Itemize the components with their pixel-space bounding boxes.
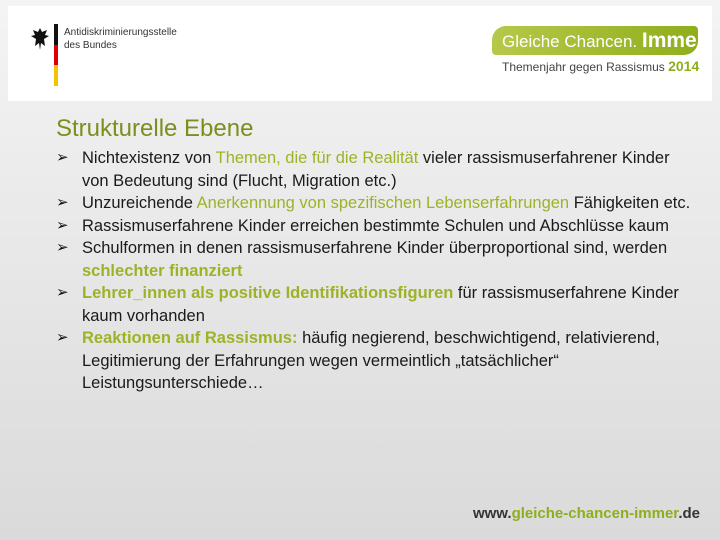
url-prefix: www. (472, 505, 512, 522)
arrow-bullet-icon: ➢ (56, 216, 69, 234)
arrow-bullet-icon: ➢ (56, 284, 69, 301)
campaign-logo-banner (492, 26, 710, 55)
bullet-text-segment: Lehrer_innen als positive Identifikationsfiguren (82, 284, 454, 302)
bullet-list (56, 147, 696, 395)
url-domain: gleiche-chancen-immer (511, 505, 679, 522)
url-suffix: .de (678, 505, 700, 522)
bullet-text-segment: Rassismuserfahrene Kinder erreichen bestimmte Schulen und Abschlüsse kaum (82, 216, 669, 235)
org-line-2: des Bundes (64, 40, 117, 51)
campaign-logo (492, 26, 710, 82)
bullet-item (56, 192, 696, 215)
bullet-text-segment: für rassismuserfahrene Kinder kaum vorhanden (82, 284, 679, 325)
bullet-item (56, 327, 696, 395)
bullet-text-segment: schlechter finanziert (82, 261, 243, 280)
bullet-text-segment: Reaktionen auf Rassismus: (82, 329, 298, 347)
bullet-text-segment: Nichtexistenz von (82, 149, 216, 167)
bullet-item (56, 237, 696, 282)
bullet-text-segment: Themen, die für die Realität (215, 149, 419, 167)
brand-part-1: Gleiche Chancen. (502, 32, 638, 51)
header-bar (8, 6, 712, 101)
bullet-text-segment: vieler rassismuserfahrener Kinder von Bedeutung sind (Flucht, Migration etc.) (82, 149, 670, 190)
bullet-text-segment: Anerkennung von spezifischen Lebenserfahrungen (196, 194, 570, 212)
bullet-text-segment: Schulformen in denen rassismuserfahrene Kinder überproportional sind, werden (82, 239, 668, 257)
footer-url (473, 505, 700, 522)
org-line-1: Antidiskriminierungsstelle (64, 27, 177, 38)
arrow-bullet-icon: ➢ (56, 194, 69, 211)
brand-sub: Themenjahr gegen Rassismus (502, 60, 665, 74)
org-name (64, 26, 177, 52)
bullet-item (56, 147, 696, 192)
brand-year: 2014 (668, 58, 700, 74)
bullet-text-segment: Unzureichende (82, 194, 197, 212)
arrow-bullet-icon: ➢ (56, 239, 69, 256)
arrow-bullet-icon: ➢ (56, 329, 69, 346)
arrow-bullet-icon: ➢ (56, 149, 69, 166)
campaign-subtitle (502, 58, 699, 74)
german-flag-stripe (54, 24, 58, 86)
slide-title: Strukturelle Ebene (56, 115, 254, 142)
bullet-item (56, 282, 696, 327)
brand-part-2: Immer. (641, 29, 710, 52)
bullet-text-segment: häufig negierend, beschwichtigend, relativierend, Legitimierung der Erfahrungen wegen vermeintlich „tatsächlicher“ Leistungsunterschiede… (82, 329, 660, 392)
federal-eagle-icon (30, 26, 50, 52)
bullet-text-segment: Fähigkeiten etc. (569, 194, 691, 212)
bullet-item (56, 215, 696, 238)
